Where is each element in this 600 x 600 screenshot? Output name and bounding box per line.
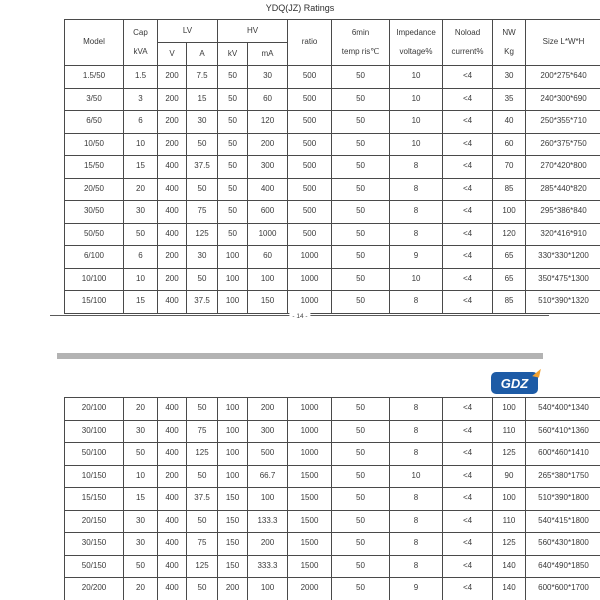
- table-cell: 30: [187, 246, 218, 269]
- table-cell: 400: [158, 420, 187, 443]
- table-cell: 8: [390, 420, 443, 443]
- table-cell: 400: [158, 443, 187, 466]
- table-cell: 600: [248, 201, 288, 224]
- table-cell: 1000: [288, 443, 332, 466]
- table-cell: <4: [443, 223, 493, 246]
- table-cell: <4: [443, 555, 493, 578]
- table-cell: 10/50: [65, 133, 124, 156]
- table-cell: 400: [158, 201, 187, 224]
- table-cell: 10: [390, 111, 443, 134]
- table-cell: 1000: [288, 268, 332, 291]
- col-header-model: Model: [65, 20, 124, 66]
- col-header-hv-ma: mA: [248, 43, 288, 66]
- table-cell: 10: [390, 88, 443, 111]
- table-cell: <4: [443, 246, 493, 269]
- table-cell: 75: [187, 201, 218, 224]
- table-cell: 200: [248, 398, 288, 421]
- table-row: [65, 398, 600, 421]
- table-cell: 15: [124, 488, 158, 511]
- table-cell: 100: [493, 398, 526, 421]
- table-cell: 200: [248, 133, 288, 156]
- table-cell: <4: [443, 133, 493, 156]
- table-cell: 50: [218, 111, 248, 134]
- table-cell: 30/50: [65, 201, 124, 224]
- table-cell: 6: [124, 246, 158, 269]
- table-cell: 50: [332, 398, 390, 421]
- table-cell: 2000: [288, 578, 332, 600]
- col-header-lv-v: V: [158, 43, 187, 66]
- table-cell: 200: [248, 533, 288, 556]
- table-cell: 400: [158, 555, 187, 578]
- table-cell: 1000: [288, 398, 332, 421]
- table-cell: 333.3: [248, 555, 288, 578]
- table-cell: 1500: [288, 510, 332, 533]
- table-row: [65, 443, 600, 466]
- table-cell: <4: [443, 66, 493, 89]
- table-cell: 150: [248, 291, 288, 314]
- table-cell: 500: [288, 133, 332, 156]
- table-cell: 510*390*1320: [526, 291, 600, 314]
- page-number: - 14 -: [289, 313, 310, 320]
- table-cell: 400: [158, 578, 187, 600]
- table-cell: 100: [493, 488, 526, 511]
- table-cell: 50: [218, 156, 248, 179]
- table-cell: 125: [187, 555, 218, 578]
- table-row: [65, 88, 600, 111]
- table-body-page1: [65, 66, 600, 314]
- table-row: [65, 578, 600, 600]
- table-cell: 20: [124, 178, 158, 201]
- col-header-impedance-line2: voltage%: [399, 47, 433, 56]
- table-cell: 8: [390, 510, 443, 533]
- table-cell: 500: [288, 111, 332, 134]
- table-cell: 50: [332, 533, 390, 556]
- table-cell: 100: [218, 291, 248, 314]
- table-cell: <4: [443, 533, 493, 556]
- col-header-size: Size L*W*H: [526, 20, 600, 66]
- table-cell: 560*430*1800: [526, 533, 600, 556]
- table-cell: 8: [390, 443, 443, 466]
- table-cell: 50: [332, 578, 390, 600]
- table-cell: 600*460*1410: [526, 443, 600, 466]
- table-cell: 15: [124, 291, 158, 314]
- table-cell: 50/100: [65, 443, 124, 466]
- table-cell: 66.7: [248, 465, 288, 488]
- table-cell: 100: [218, 465, 248, 488]
- header-row-1: [65, 20, 600, 43]
- table-cell: 85: [493, 178, 526, 201]
- table-cell: 110: [493, 420, 526, 443]
- table-row: [65, 223, 600, 246]
- table-cell: 150: [218, 555, 248, 578]
- table-row: [65, 291, 600, 314]
- table-cell: 500: [288, 156, 332, 179]
- table-cell: 85: [493, 291, 526, 314]
- table-cell: 6: [124, 111, 158, 134]
- table-cell: 400: [158, 178, 187, 201]
- table-cell: 10: [390, 465, 443, 488]
- col-header-nw: [493, 20, 526, 66]
- table-cell: 50: [218, 133, 248, 156]
- col-header-hv-group: HV: [218, 20, 288, 43]
- table-cell: 50: [124, 555, 158, 578]
- table-cell: 140: [493, 555, 526, 578]
- table-cell: 640*490*1850: [526, 555, 600, 578]
- table-row: [65, 465, 600, 488]
- table-cell: 50: [332, 156, 390, 179]
- table-row: [65, 533, 600, 556]
- table-cell: 100: [218, 443, 248, 466]
- table-cell: 30/150: [65, 533, 124, 556]
- table-cell: 150: [218, 533, 248, 556]
- logo-accent-icon: [532, 367, 541, 377]
- table-cell: 50: [332, 133, 390, 156]
- table-cell: 250*355*710: [526, 111, 600, 134]
- table-cell: <4: [443, 268, 493, 291]
- table-row: [65, 111, 600, 134]
- table-cell: <4: [443, 398, 493, 421]
- table-cell: 50: [332, 246, 390, 269]
- table-cell: 50: [187, 510, 218, 533]
- table-cell: 37.5: [187, 291, 218, 314]
- company-logo: [491, 372, 538, 394]
- col-header-temp-line1: 6min: [351, 28, 370, 37]
- table-row: [65, 156, 600, 179]
- col-header-lv-group: LV: [158, 20, 218, 43]
- table-row: [65, 133, 600, 156]
- table-cell: 9: [390, 246, 443, 269]
- table-cell: 100: [218, 246, 248, 269]
- table-cell: 265*380*1750: [526, 465, 600, 488]
- table-cell: 200: [158, 88, 187, 111]
- table-cell: 1000: [288, 291, 332, 314]
- table-cell: 60: [248, 246, 288, 269]
- table-cell: 75: [187, 420, 218, 443]
- table-cell: 30: [124, 533, 158, 556]
- table-cell: 90: [493, 465, 526, 488]
- table-cell: 200: [218, 578, 248, 600]
- col-header-noload: [443, 20, 493, 66]
- table-cell: 330*330*1200: [526, 246, 600, 269]
- table-cell: <4: [443, 510, 493, 533]
- table-cell: 320*416*910: [526, 223, 600, 246]
- table-cell: <4: [443, 156, 493, 179]
- table-cell: 50: [332, 488, 390, 511]
- table-cell: 10/100: [65, 268, 124, 291]
- table-row: [65, 246, 600, 269]
- table-cell: 400: [158, 488, 187, 511]
- table-cell: 8: [390, 291, 443, 314]
- table-cell: 8: [390, 223, 443, 246]
- table-cell: 200: [158, 111, 187, 134]
- table-cell: 260*375*750: [526, 133, 600, 156]
- table-cell: 50: [332, 555, 390, 578]
- table-cell: 50: [187, 133, 218, 156]
- table-cell: 50: [187, 178, 218, 201]
- table-cell: 1500: [288, 555, 332, 578]
- table-cell: 1500: [288, 488, 332, 511]
- table-cell: 75: [187, 533, 218, 556]
- table-cell: 150: [218, 510, 248, 533]
- table-cell: 400: [158, 156, 187, 179]
- table-cell: 20: [124, 398, 158, 421]
- table-cell: 50: [332, 443, 390, 466]
- table-cell: 510*390*1800: [526, 488, 600, 511]
- table-cell: 1.5: [124, 66, 158, 89]
- table-cell: 8: [390, 555, 443, 578]
- table-cell: 10: [124, 465, 158, 488]
- table-cell: 8: [390, 398, 443, 421]
- table-cell: 200: [158, 133, 187, 156]
- col-header-cap: [124, 20, 158, 66]
- table-cell: <4: [443, 578, 493, 600]
- table-cell: 50: [332, 66, 390, 89]
- table-cell: 1000: [288, 246, 332, 269]
- table-cell: <4: [443, 291, 493, 314]
- table-cell: 295*386*840: [526, 201, 600, 224]
- table-cell: 70: [493, 156, 526, 179]
- table-cell: 37.5: [187, 488, 218, 511]
- table-cell: 65: [493, 246, 526, 269]
- table-cell: 1000: [248, 223, 288, 246]
- table-cell: 560*410*1360: [526, 420, 600, 443]
- table-cell: 7.5: [187, 66, 218, 89]
- table-cell: 1500: [288, 465, 332, 488]
- table-cell: 400: [248, 178, 288, 201]
- table-cell: 10: [390, 268, 443, 291]
- table-cell: 50: [332, 510, 390, 533]
- table-cell: 120: [493, 223, 526, 246]
- table-cell: 10: [124, 133, 158, 156]
- table-cell: 15/50: [65, 156, 124, 179]
- table-cell: 240*300*690: [526, 88, 600, 111]
- table-cell: 10/150: [65, 465, 124, 488]
- table-cell: 50/150: [65, 555, 124, 578]
- table-cell: 10: [124, 268, 158, 291]
- table-cell: 100: [248, 488, 288, 511]
- table-cell: <4: [443, 88, 493, 111]
- table-cell: 3: [124, 88, 158, 111]
- logo-text: GDZ: [500, 375, 529, 391]
- col-header-impedance-line1: Impedance: [396, 28, 436, 37]
- table-cell: 50: [332, 291, 390, 314]
- table-cell: 400: [158, 223, 187, 246]
- table-cell: 400: [158, 510, 187, 533]
- table-cell: 35: [493, 88, 526, 111]
- col-header-cap-line1: Cap: [133, 28, 148, 37]
- table-cell: 200*275*640: [526, 66, 600, 89]
- table-cell: <4: [443, 178, 493, 201]
- table-cell: 15/150: [65, 488, 124, 511]
- table-cell: 500: [288, 88, 332, 111]
- col-header-hv-kv: kV: [218, 43, 248, 66]
- col-header-nw-line2: Kg: [504, 47, 514, 56]
- table-cell: 150: [218, 488, 248, 511]
- table-cell: 30/100: [65, 420, 124, 443]
- table-cell: 9: [390, 578, 443, 600]
- table-cell: 15/100: [65, 291, 124, 314]
- table-cell: 133.3: [248, 510, 288, 533]
- table-cell: 50: [218, 88, 248, 111]
- table-row: [65, 178, 600, 201]
- table-cell: 8: [390, 201, 443, 224]
- table-cell: 30: [187, 111, 218, 134]
- col-header-noload-line1: Noload: [454, 28, 481, 37]
- table-cell: <4: [443, 420, 493, 443]
- table-cell: <4: [443, 465, 493, 488]
- table-cell: 500: [288, 66, 332, 89]
- table-cell: 50: [218, 201, 248, 224]
- col-header-noload-line2: current%: [451, 47, 484, 56]
- table-cell: 200: [158, 66, 187, 89]
- table-cell: 30: [124, 420, 158, 443]
- table-cell: 50: [332, 223, 390, 246]
- table-cell: 20/100: [65, 398, 124, 421]
- table-cell: 100: [493, 201, 526, 224]
- table-cell: 400: [158, 291, 187, 314]
- table-cell: 20/200: [65, 578, 124, 600]
- table-cell: 50: [124, 223, 158, 246]
- table-cell: 30: [493, 66, 526, 89]
- table-row: [65, 66, 600, 89]
- table-cell: 8: [390, 533, 443, 556]
- table-cell: 540*415*1800: [526, 510, 600, 533]
- table-cell: 30: [124, 510, 158, 533]
- table-cell: 8: [390, 488, 443, 511]
- table-cell: 10: [390, 133, 443, 156]
- table-cell: 15: [187, 88, 218, 111]
- table-cell: 125: [187, 443, 218, 466]
- table-cell: 50: [332, 178, 390, 201]
- table-cell: 50: [218, 223, 248, 246]
- table-body-page2: [65, 398, 600, 600]
- table-cell: 50: [187, 578, 218, 600]
- table-row: [65, 555, 600, 578]
- ratings-table-page2: [64, 397, 600, 600]
- table-cell: 350*475*1300: [526, 268, 600, 291]
- col-header-nw-line1: NW: [502, 28, 516, 37]
- table-cell: 140: [493, 578, 526, 600]
- table-cell: 50: [332, 201, 390, 224]
- table-cell: 1.5/50: [65, 66, 124, 89]
- col-header-cap-line2: kVA: [133, 47, 148, 56]
- table-cell: 50: [332, 268, 390, 291]
- col-header-temp-line2: temp ris℃: [341, 47, 380, 56]
- table-cell: 100: [218, 420, 248, 443]
- table-row: [65, 201, 600, 224]
- table-cell: 50: [332, 465, 390, 488]
- table-cell: 270*420*800: [526, 156, 600, 179]
- col-header-impedance: [390, 20, 443, 66]
- table-cell: 50: [187, 465, 218, 488]
- table-cell: 50/50: [65, 223, 124, 246]
- table-cell: 40: [493, 111, 526, 134]
- table-cell: 20/150: [65, 510, 124, 533]
- table-cell: 15: [124, 156, 158, 179]
- table-cell: <4: [443, 488, 493, 511]
- page-title: YDQ(JZ) Ratings: [265, 3, 335, 13]
- table-cell: 65: [493, 268, 526, 291]
- table-cell: 100: [248, 268, 288, 291]
- table-cell: 50: [332, 111, 390, 134]
- table-cell: 50: [218, 66, 248, 89]
- table-cell: 600*600*1700: [526, 578, 600, 600]
- table-cell: 30: [248, 66, 288, 89]
- table-cell: 6/100: [65, 246, 124, 269]
- table-cell: 300: [248, 156, 288, 179]
- table-cell: 8: [390, 156, 443, 179]
- col-header-lv-a: A: [187, 43, 218, 66]
- table-cell: 30: [124, 201, 158, 224]
- table-cell: 125: [187, 223, 218, 246]
- table-cell: 200: [158, 246, 187, 269]
- table-cell: <4: [443, 111, 493, 134]
- table-cell: 100: [218, 398, 248, 421]
- table-row: [65, 268, 600, 291]
- table-cell: 125: [493, 443, 526, 466]
- table-cell: 400: [158, 533, 187, 556]
- table-cell: 6/50: [65, 111, 124, 134]
- table-cell: 8: [390, 178, 443, 201]
- table-row: [65, 420, 600, 443]
- table-cell: 1500: [288, 533, 332, 556]
- table-cell: 285*440*820: [526, 178, 600, 201]
- ratings-table-page1: [64, 19, 600, 314]
- table-cell: 60: [248, 88, 288, 111]
- table-cell: 125: [493, 533, 526, 556]
- table-cell: 400: [158, 398, 187, 421]
- table-cell: 500: [248, 443, 288, 466]
- table-cell: 300: [248, 420, 288, 443]
- page-separator-bar: [57, 353, 543, 359]
- table-row: [65, 510, 600, 533]
- table-cell: 60: [493, 133, 526, 156]
- table-cell: 540*400*1340: [526, 398, 600, 421]
- table-cell: 20/50: [65, 178, 124, 201]
- table-cell: 50: [332, 88, 390, 111]
- table-cell: 1000: [288, 420, 332, 443]
- table-header: [65, 20, 600, 66]
- table-cell: 120: [248, 111, 288, 134]
- col-header-temp-rise: [332, 20, 390, 66]
- table-cell: 37.5: [187, 156, 218, 179]
- table-cell: 500: [288, 178, 332, 201]
- table-cell: 50: [187, 268, 218, 291]
- table-cell: 50: [187, 398, 218, 421]
- col-header-ratio: ratio: [288, 20, 332, 66]
- table-cell: 50: [124, 443, 158, 466]
- table-cell: 50: [218, 178, 248, 201]
- table-cell: 100: [248, 578, 288, 600]
- table-cell: 3/50: [65, 88, 124, 111]
- table-cell: 100: [218, 268, 248, 291]
- table-cell: 10: [390, 66, 443, 89]
- table-cell: 20: [124, 578, 158, 600]
- table-cell: 50: [332, 420, 390, 443]
- table-cell: 500: [288, 223, 332, 246]
- table-row: [65, 488, 600, 511]
- table-cell: <4: [443, 443, 493, 466]
- table-cell: 200: [158, 268, 187, 291]
- table-cell: 500: [288, 201, 332, 224]
- table-cell: 110: [493, 510, 526, 533]
- table-cell: 200: [158, 465, 187, 488]
- table-cell: <4: [443, 201, 493, 224]
